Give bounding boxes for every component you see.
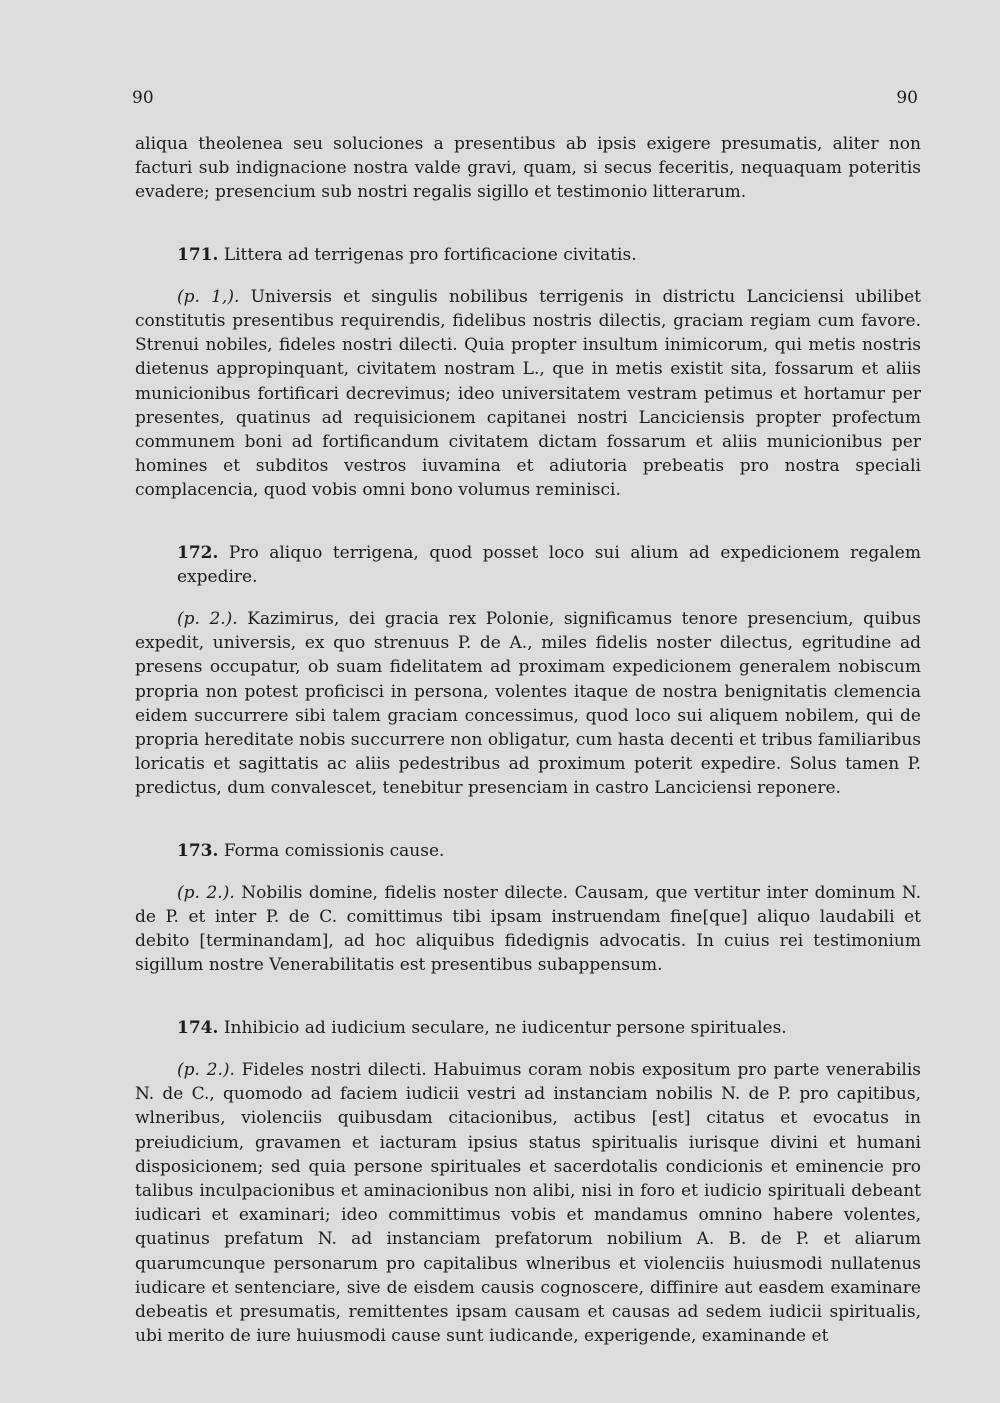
- entry-heading: [135, 541, 921, 589]
- entry-title: Littera ad terrigenas pro fortificacione civitatis.: [223, 244, 637, 265]
- entry-text: Fideles nostri dilecti. Habuimus coram nobis expositum pro parte venerabilis N. de C., quomodo ad faciem iudicii vestri ad instanciam nobilis N. de P. pro capitibus, wlneribus, violenciis quibusdam citacionibus, actibus [est] citatus et evocatus in preiudicium, gravamen et iacturam ipsius status spiritualis iurisque divini et humani disposicionem; sed quia persone spirituales et sacerdotalis condicionis et eminencie pro talibus inculpacionibus et aminacionibus non alibi, nisi in foro et iudicio spirituali debeant iudicari et examinari; ideo committimus vobis et mandamus omnino habere volentes, quatinus prefatum N. ad instanciam prefatorum nobilium A. B. de P. et aliarum quarumcunque personarum pro capitalibus wlneribus et violenciis huiusmodi nullatenus iudicare et sentenciare, sive de eisdem causis cognoscere, diffinire aut easdem examinare debeatis et presumatis, remittentes ipsam causam et causas ad sedem iudicii spiritualis, ubi merito de iure huiusmodi cause sunt iudicande, experigende, examinande et: [135, 1059, 922, 1347]
- entry-text: Nobilis domine, fidelis noster dilecte. Causam, que vertitur inter dominum N. de P. et inter P. de C. comittimus tibi ipsam instruendam fine[que] aliquo laudabili et debito [terminandam], ad hoc aliquibus fidedignis advocatis. In cuius rei testimonium sigillum nostre Venerabilitatis est presentibus subappensum.: [135, 882, 922, 976]
- entry-number: 173.: [177, 840, 219, 861]
- entry-ref: (p. 2.).: [177, 609, 238, 630]
- entry-paragraph: [135, 881, 921, 978]
- entry-title: Inhibicio ad iudicium seculare, ne iudicentur persone spirituales.: [223, 1017, 787, 1038]
- entry-heading: [135, 839, 921, 863]
- page-number-right: 90: [896, 88, 918, 108]
- entry-number: 171.: [177, 244, 219, 265]
- entry-title: Pro aliquo terrigena, quod posset loco sui alium ad expedicionem regalem expedire.: [177, 542, 921, 587]
- entry-heading: [135, 243, 921, 267]
- entry-ref: (p. 2.).: [177, 882, 235, 903]
- entry-paragraph: [135, 607, 921, 801]
- entry-text: Kazimirus, dei gracia rex Polonie, significamus tenore presencium, quibus expedit, universis, ex quo strenuus P. de A., miles fidelis noster dilectus, egritudine ad presens occupatur, ob suam fidelitatem ad proximam expedicionem generalem nobiscum propria non potest proficisci in persona, volentes itaque de nostra benignitatis clemencia eidem succurrere sibi talem graciam concessimus, quod loco sui aliquem nobilem, qui de propria hereditate nobis succurrere non obligatur, cum hasta decenti et tribus familiaribus loricatis et sagittatis ac aliis pedestribus ad proximum poterit expedire. Solus tamen P. predictus, dum convalescet, tenebitur presenciam in castro Lanciciensi reponere.: [135, 609, 922, 799]
- entry-title: Forma comissionis cause.: [223, 840, 445, 861]
- entry-ref: (p. 1,).: [177, 286, 240, 307]
- entry-heading: [135, 1016, 921, 1040]
- entry-text: Universis et singulis nobilibus terrigenis in districtu Lanciciensi ubilibet constitutis presentibus requirendis, fidelibus nostris dilectis, graciam regiam cum favore. Strenui nobiles, fideles nostri dilecti. Quia propter insultum inimicorum, qui metis nostris dietenus appropinquant, civitatem nostram L., que in metis existit sita, fossarum et aliis municionibus fortificari decrevimus; ideo universitatem vestram petimus et hortamur per presentes, quatinus ad requisicionem capitanei nostri Lanciciensis propter profectum communem boni ad fortificandum civitatem dictam fossarum et aliis municionibus per homines et subditos vestros iuvamina et adiutoria prebeatis pro nostra speciali complacencia, quod vobis omni bono volumus reminisci.: [135, 286, 922, 501]
- entry-paragraph: [135, 1058, 921, 1348]
- entry-ref: (p. 2.).: [177, 1059, 235, 1080]
- document-body: [135, 132, 921, 1348]
- page-number-left: 90: [132, 88, 154, 108]
- entry-number: 174.: [177, 1017, 219, 1038]
- entry-paragraph: [135, 285, 921, 503]
- entry-number: 172.: [177, 542, 219, 563]
- intro-paragraph: aliqua theolenea seu soluciones a presentibus ab ipsis exigere presumatis, aliter non facturi sub indignacione nostra valde gravi, quam, si secus feceritis, nequaquam poteritis evadere; presencium sub nostri regalis sigillo et testimonio litterarum.: [135, 134, 921, 203]
